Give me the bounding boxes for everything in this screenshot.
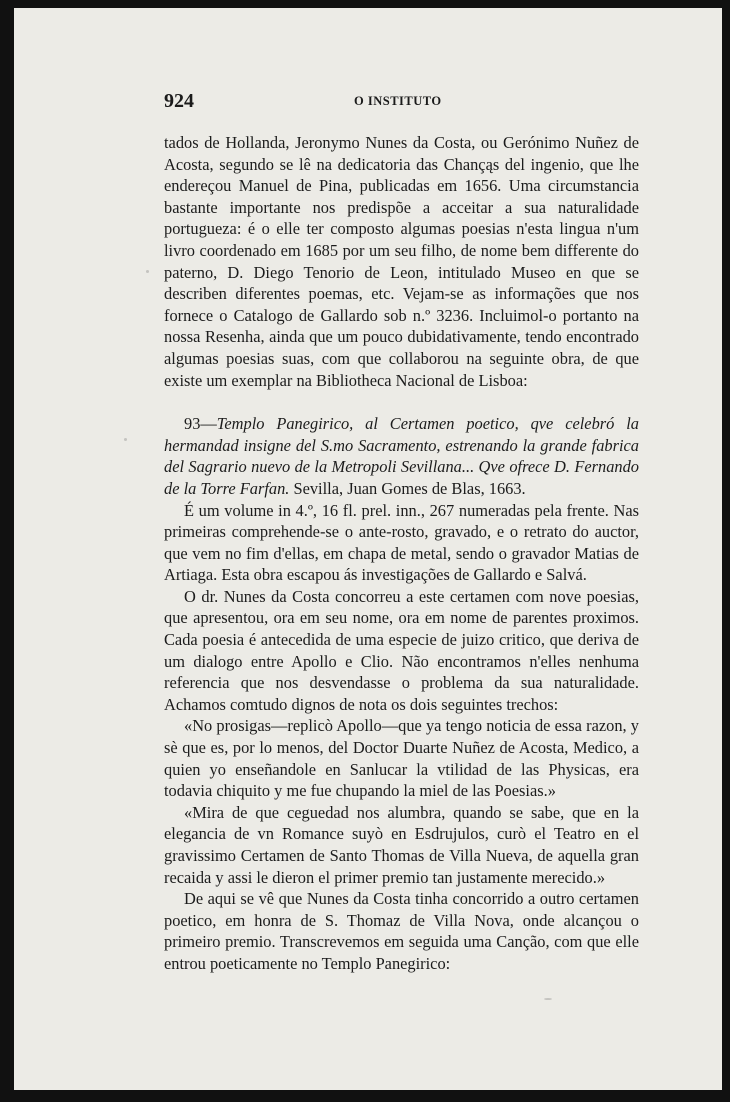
entry-number: 93—	[184, 414, 217, 434]
body-text	[164, 132, 639, 975]
ink-speck	[124, 438, 127, 441]
entry-title: Templo Panegirico, al Certamen poetico, qve celebró la hermandad insigne del S.mo Sacramento, estrenando la grande fabrica del Sagrario nuevo de la Metropoli Sevillana... Qve ofrece D. Fernando de la Torre Farfan.	[164, 414, 639, 498]
book-page	[14, 8, 722, 1090]
quote-apollo: «No prosigas—replicò Apollo—que ya tengo noticia de essa razon, y sè que es, por lo menos, del Doctor Duarte Nuñez de Acosta, Medico, a quien yo enseñandole en Sanlucar la vtilidad de las Physicas, era todavia chiquito y me fue chupando la miel de las Poesias.»	[164, 716, 639, 801]
ink-speck	[544, 998, 552, 1000]
running-head: O INSTITUTO	[354, 94, 442, 108]
page-header	[164, 90, 664, 120]
ink-speck	[146, 270, 149, 273]
paragraph-intro: tados de Hollanda, Jeronymo Nunes da Costa, ou Gerónimo Nuñez de Acosta, segundo se lê na dedicatoria das Chançąs del ingenio, que lhe endereçou Manuel de Pina, publicadas em 1656. Uma circumstancia bastante importante nos predispõe a acceitar a sua naturalidade portugueza: é o elle ter composto algumas poesias n'esta lingua n'um livro coordenado em 1685 por um seu filho, de nome bem differente do paterno, D. Diego Tenorio de Leon, intitulado Museo en que se describen diferentes poemas, etc. Vejam-se as informações que nos fornece o Catalogo de Gallardo sob n.º 3236. Incluimol-o portanto na nossa Resenha, ainda que um pouco dubidativamente, tendo encontrado algumas poesias suas, com que collaborou na seguinte obra, de que existe um exemplar na Bibliotheca Nacional de Lisboa:	[164, 133, 639, 390]
paragraph-commentary: O dr. Nunes da Costa concorreu a este certamen com nove poesias, que apresentou, ora em seu nome, ora em nome de parentes proximos. Cada poesia é antecedida de uma especie de juizo critico, que deriva de um dialogo entre Apollo e Clio. Não encontramos n'elles nenhuma referencia que nos desvendasse o problema da sua naturalidade. Achamos comtudo dignos de nota os dois seguintes trechos:	[164, 586, 639, 714]
spacer	[164, 391, 639, 413]
entry-imprint: Sevilla, Juan Gomes de Blas, 1663.	[289, 478, 526, 498]
paragraph-description: É um volume in 4.º, 16 fl. prel. inn., 267 numeradas pela frente. Nas primeiras comprehende-se o ante-rosto, gravado, e o retrato do auctor, que vem no fim d'ellas, em chapa de metal, sendo o gravador Matias de Artiaga. Esta obra escapou ás investigações de Gallardo e Salvá.	[164, 500, 639, 585]
paragraph-conclusion: De aqui se vê que Nunes da Costa tinha concorrido a outro certamen poetico, em honra de S. Thomaz de Villa Nova, onde alcançou o primeiro premio. Transcrevemos em seguida uma Canção, com que elle entrou poeticamente no Templo Panegirico:	[164, 889, 639, 973]
bibliography-entry	[164, 413, 639, 499]
quote-ceguedad: «Mira de que ceguedad nos alumbra, quando se sabe, que en la elegancia de vn Romance suyò en Esdrujulos, curò el Teatro en el gravissimo Certamen de Santo Thomas de Villa Nueva, de aquella gran recaida y assi le dieron el primer premio tan justamente merecido.»	[164, 802, 639, 887]
page-number: 924	[164, 90, 194, 112]
